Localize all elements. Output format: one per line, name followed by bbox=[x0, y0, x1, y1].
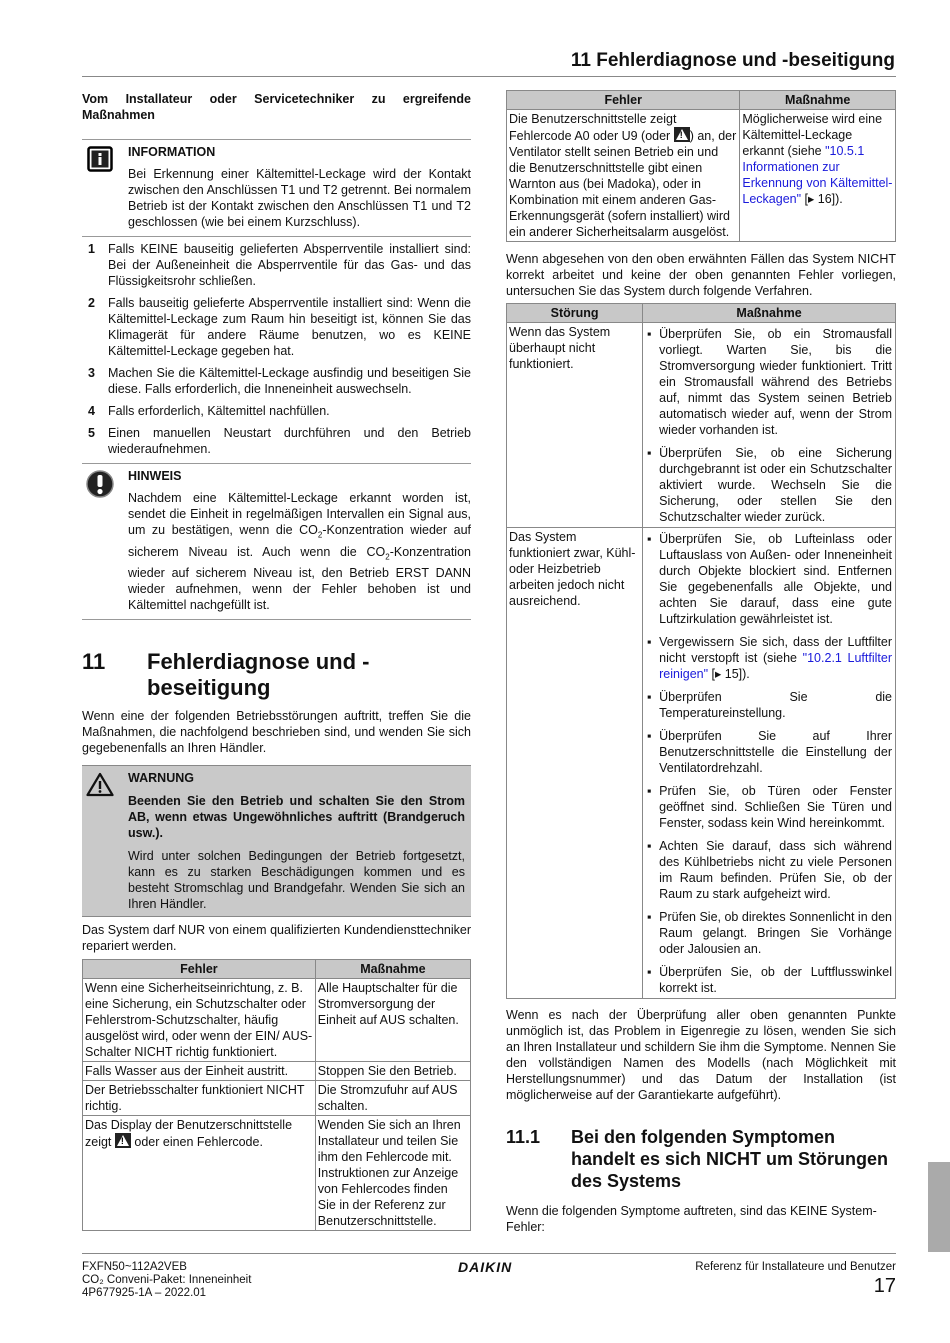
column-header: Maßnahme bbox=[643, 304, 896, 323]
list-item: ▪ Überprüfen Sie, ob eine Sicherung durchgebrannt ist oder ein Schutzschalter aktiviert wurde. Wechseln Sie die Sicherung, oder stellen Sie den Schutzschalter wieder zurück. bbox=[647, 446, 892, 524]
information-icon bbox=[82, 144, 118, 230]
list-item bbox=[82, 241, 471, 289]
section-heading bbox=[82, 649, 471, 701]
warning-bold-text: Beenden Sie den Betrieb und schalten Sie den Strom AB, wenn etwas Ungewöhnliches auftritt (Brandgeruch usw.). bbox=[128, 794, 465, 840]
list-item: ▪ Überprüfen Sie, ob Lufteinlass oder Luftauslass von Außen- oder Inneneinheit durch Objekte blockiert sind. Entfernen Sie gegebenenfalls alle Objekte, und achten Sie darauf, dass eine gute Luftzirkulation gewährleistet ist. bbox=[647, 532, 892, 626]
repair-note: Das System darf NUR von einem qualifizierten Kundendiensttechniker repariert werden. bbox=[82, 923, 471, 953]
action-cell: Alle Hauptschalter für die Stromversorgung der Einheit auf AUS schalten. bbox=[315, 979, 470, 1062]
step-text: Machen Sie die Kältemittel-Leckage ausfindig und beseitigen Sie diese. Falls erforderlich, die Inneneinheit auswechseln. bbox=[108, 366, 471, 396]
daikin-logo: DAIKIN bbox=[458, 1259, 513, 1275]
fault-cell bbox=[83, 1116, 316, 1231]
list-item bbox=[82, 295, 471, 359]
table-row bbox=[83, 1062, 471, 1081]
subscript: 2 bbox=[317, 530, 323, 540]
contact-installer-text: Wenn es nach der Überprüfung aller oben genannten Punkte unmöglich ist, das Problem in Eigenregie zu lösen, wenden Sie sich an Ihren Installateur und schildern Sie ihm die Symptome. Nennen Sie den vollständigen Namen des Modells (nach Möglichkeit mit Herstellungsnummer) und das Datum der Installation (ist möglicherweise auf der Garantiekarte aufgeführt). bbox=[506, 1008, 896, 1102]
warning-title: WARNUNG bbox=[128, 771, 194, 785]
left-column bbox=[82, 91, 471, 620]
step-text: Falls KEINE bauseitig gelieferten Absperrventile installiert sind: Bei der Außeneinheit die Absperrventile für das Gas- und das Flüssigkeitsrohr schließen. bbox=[108, 242, 471, 288]
step-number: 2 bbox=[88, 296, 95, 310]
list-item: ▪ Überprüfen Sie auf Ihrer Benutzerschnittstelle die Einstellung der Ventilatordrehzahl. bbox=[647, 729, 892, 775]
fault-cell: Wenn eine Sicherheitseinrichtung, z. B. eine Sicherung, ein Schutzschalter oder Fehlerstrom-Schutzschalter, häufig ausgelöst wird, oder wenn der EIN/ AUS-Schalter NICHT richtig funktioniert. bbox=[83, 979, 316, 1062]
header-rule bbox=[82, 76, 896, 77]
subsection-number: 11.1 bbox=[506, 1127, 541, 1147]
hinweis-text bbox=[128, 490, 471, 613]
air-filter-link[interactable]: "10.2.1 Luftfilter reinigen" bbox=[659, 651, 892, 681]
list-item bbox=[82, 365, 471, 397]
fault-text: oder einen Fehlercode. bbox=[134, 1135, 263, 1149]
page-reference: [▸ 15]). bbox=[708, 667, 750, 681]
information-title: INFORMATION bbox=[128, 145, 216, 159]
right-column bbox=[506, 90, 896, 1103]
section-number: 11 bbox=[82, 649, 106, 674]
page-reference: [▸ 16]). bbox=[801, 192, 843, 206]
step-number: 1 bbox=[88, 242, 95, 256]
hinweis-text-part: -Konzentration wieder auf sicherem Niveau ist, den Betrieb ERST DANN wieder aufnehmen, wenn der Fehler behoben ist und Kältemittel nachgefüllt ist. bbox=[128, 544, 471, 612]
action-cell bbox=[740, 110, 896, 242]
footer-rule bbox=[82, 1253, 896, 1254]
action-cell: Stoppen Sie den Betrieb. bbox=[315, 1062, 470, 1081]
step-number: 5 bbox=[88, 426, 95, 440]
footer-model: FXFN50~112A2VEB bbox=[82, 1261, 187, 1273]
hinweis-title: HINWEIS bbox=[128, 469, 182, 483]
hinweis-note bbox=[82, 463, 471, 620]
list-item: ▪ Vergewissern Sie sich, dass der Luftfilter nicht verstopft ist (siehe "10.2.1 Luftfilter reinigen" [▸ 15]). bbox=[647, 635, 892, 681]
step-number: 3 bbox=[88, 366, 95, 380]
intro-heading: Vom Installateur oder Servicetechniker zu ergreifende Maßnahmen bbox=[82, 92, 471, 122]
fault-text: Die Benutzerschnittstelle zeigt Fehlercode A0 oder U9 (oder bbox=[509, 112, 677, 143]
subscript: 2 bbox=[385, 552, 390, 561]
page-header-title: 11 Fehlerdiagnose und -beseitigung bbox=[570, 50, 895, 71]
table-row bbox=[507, 528, 896, 999]
fault-text: Das Display der Benutzerschnittstelle zeigt bbox=[85, 1118, 293, 1149]
column-header: Fehler bbox=[83, 960, 316, 979]
left-column-lower bbox=[82, 708, 471, 1231]
table-row bbox=[507, 110, 896, 242]
malfunction-cell: Wenn das System überhaupt nicht funktioniert. bbox=[507, 323, 643, 528]
list-item bbox=[82, 425, 471, 457]
hinweis-text-part: -Konzentration wieder auf sicherem Niveau ist. Auch wenn die CO bbox=[128, 523, 471, 559]
check-text: Prüfen Sie, ob direktes Sonnenlicht in den Raum gelangt. Bringen Sie Vorhänge oder Jalousien an. bbox=[659, 910, 892, 956]
list-item bbox=[82, 403, 471, 419]
subsection-heading bbox=[506, 1126, 896, 1192]
action-cell: Die Stromzufuhr auf AUS schalten. bbox=[315, 1081, 470, 1116]
table-row bbox=[83, 1116, 471, 1231]
leak-fault-table bbox=[506, 90, 896, 242]
no-fault-intro: Wenn die folgenden Symptome auftreten, sind das KEINE System-Fehler: bbox=[506, 1204, 877, 1234]
check-text: Achten Sie darauf, dass sich während des Kühlbetriebs nicht zu viele Personen im Raum befinden. Prüfen Sie, ob der Raum zu stark aufgeheizt wird. bbox=[659, 839, 892, 901]
step-text: Falls erforderlich, Kältemittel nachfüllen. bbox=[108, 404, 330, 418]
exclamation-icon bbox=[82, 468, 118, 613]
list-item: ▪ Überprüfen Sie, ob ein Stromausfall vorliegt. Warten Sie, bis die Stromversorgung wieder funktioniert. Tritt ein Stromausfall während des Betriebs auf, nimmt das System seinen Betrieb automatisch wieder auf, wenn der Strom wieder vorhanden ist. bbox=[647, 327, 892, 437]
malfunction-table bbox=[506, 303, 896, 999]
footer-product: CO₂ Conveni-Paket: Inneneinheit bbox=[82, 1274, 252, 1286]
column-header: Fehler bbox=[507, 91, 740, 110]
column-header: Maßnahme bbox=[315, 960, 470, 979]
malfunction-cell: Das System funktioniert zwar, Kühl- oder Heizbetrieb arbeiten jedoch nicht ausreichend. bbox=[507, 528, 643, 999]
list-item: ▪ Achten Sie darauf, dass sich während des Kühlbetriebs nicht zu viele Personen im Raum befinden. Prüfen Sie, ob der Raum zu stark aufgeheizt wird. bbox=[647, 839, 892, 901]
list-item: ▪ Überprüfen Sie, ob der Luftflusswinkel korrekt ist. bbox=[647, 965, 892, 995]
footer-doc-number: 4P677925-1A – 2022.01 bbox=[82, 1287, 207, 1299]
column-header: Maßnahme bbox=[740, 91, 896, 110]
section-title: Fehlerdiagnose und - beseitigung bbox=[147, 649, 370, 700]
fault-text: ) an, der Ventilator stellt seinen Betrieb ein und die Benutzerschnittstelle gibt einen Warnton aus (bei Madoka), oder in Kombination mit einem anderen Gas-Erkennungsgerät (sofern installiert) wird ein anderer Sicherheitsalarm ausgelöst. bbox=[509, 129, 737, 239]
list-item: ▪ Überprüfen Sie die Temperatureinstellung. bbox=[647, 690, 892, 720]
action-cell bbox=[643, 323, 896, 528]
page-number: 17 bbox=[873, 1275, 896, 1297]
footer-reference: Referenz für Installateure und Benutzer bbox=[695, 1261, 896, 1273]
check-text: Überprüfen Sie, ob Lufteinlass oder Luftauslass von Außen- oder Inneneinheit durch Objekte blockiert sind. Entfernen Sie gegebenenfalls alle Objekte, und achten Sie darauf, dass eine gute Luftzirkulation gewährleistet ist. bbox=[659, 532, 892, 626]
list-item: ▪ Prüfen Sie, ob direktes Sonnenlicht in den Raum gelangt. Bringen Sie Vorhänge oder Jalousien an. bbox=[647, 910, 892, 956]
warning-display-icon bbox=[674, 127, 690, 142]
column-header: Störung bbox=[507, 304, 643, 323]
table-row bbox=[83, 1081, 471, 1116]
warning-triangle-icon bbox=[82, 770, 118, 912]
action-cell bbox=[643, 528, 896, 999]
information-text: Bei Erkennung einer Kältemittel-Leckage wird der Kontakt zwischen den Anschlüssen T1 und T2 getrennt. Bei normalem Betrieb ist der Kontakt zwischen den Anschlüssen T1 und T2 geschlossen (wie bei einem Kurzschluss). bbox=[128, 167, 471, 229]
fault-cell: Falls Wasser aus der Einheit austritt. bbox=[83, 1062, 316, 1081]
check-text: Überprüfen Sie, ob ein Stromausfall vorliegt. Warten Sie, bis die Stromversorgung wieder funktioniert. Tritt ein Stromausfall während des Betriebs auf, nimmt das System seinen Betrieb automatisch wieder auf, wenn der Strom wieder vorhanden ist. bbox=[659, 327, 892, 437]
subsection-title: Bei den folgenden Symptomen handelt es sich NICHT um Störungen des Systems bbox=[571, 1127, 889, 1191]
information-note bbox=[82, 139, 471, 237]
step-text: Falls bauseitig gelieferte Absperrventile installiert sind: Wenn die Kältemittel-Leckage zum Raum hin beseitigt ist, können Sie das Klimagerät für andere Räume benutzen, wo es KEINE Kältemittel-Leckage gegeben hat. bbox=[108, 296, 471, 358]
fault-cell bbox=[507, 110, 740, 242]
check-text: Überprüfen Sie, ob der Luftflusswinkel korrekt ist. bbox=[659, 965, 892, 995]
hinweis-text-part: Nachdem eine Kältemittel-Leckage erkannt worden ist, sendet die Einheit in regelmäßigen Intervallen ein Signal aus, um zu bestätigen, wenn die CO bbox=[128, 491, 471, 537]
step-number: 4 bbox=[88, 404, 95, 418]
section-intro: Wenn eine der folgenden Betriebsstörungen auftritt, treffen Sie die Maßnahmen, die nachfolgend beschrieben sind, und wenden Sie sich gegebenenfalls an Ihren Händler. bbox=[82, 709, 471, 755]
list-item: ▪ Prüfen Sie, ob Türen oder Fenster geöffnet sind. Schließen Sie Türen und Fenster, sodass kein Wind hereinkommt. bbox=[647, 784, 892, 830]
action-cell: Wenden Sie sich an Ihren Installateur und teilen Sie ihm den Fehlercode mit. Instruktionen zur Anzeige von Fehlercodes finden Sie in der Referenz zur Benutzerschnittstelle. bbox=[315, 1116, 470, 1231]
warning-text: Wird unter solchen Bedingungen der Betrieb fortgesetzt, kann es zu starken Beschädigungen kommen und es besteht Stromschlag und Brandgefahr. Wenden Sie sich an Ihren Händler. bbox=[128, 849, 465, 911]
check-intro: Wenn abgesehen von den oben erwähnten Fällen das System NICHT korrekt arbeitet und keine der oben genannten Fehler vorliegen, untersuchen Sie das System durch folgende Verfahren. bbox=[506, 252, 896, 298]
fault-table bbox=[82, 959, 471, 1231]
footer-left bbox=[82, 1261, 251, 1300]
check-text: Überprüfen Sie die Temperatureinstellung. bbox=[659, 690, 892, 720]
action-text: Möglicherweise wird eine Kältemittel-Leckage erkannt (siehe bbox=[742, 112, 883, 158]
action-steps bbox=[82, 241, 471, 457]
leak-detection-link[interactable]: "10.5.1 Informationen zur Erkennung von Kältemittel-Leckagen" bbox=[742, 144, 893, 206]
check-text: Vergewissern Sie sich, dass der Luftfilter nicht verstopft ist (siehe bbox=[659, 635, 892, 665]
table-row bbox=[507, 323, 896, 528]
check-text: Prüfen Sie, ob Türen oder Fenster geöffnet sind. Schließen Sie Türen und Fenster, sodass kein Wind hereinkommt. bbox=[659, 784, 892, 830]
warning-note bbox=[82, 765, 471, 917]
table-row bbox=[83, 979, 471, 1062]
fault-cell: Der Betriebsschalter funktioniert NICHT richtig. bbox=[83, 1081, 316, 1116]
check-text: Überprüfen Sie auf Ihrer Benutzerschnittstelle die Einstellung der Ventilatordrehzahl. bbox=[659, 729, 892, 775]
chapter-tab bbox=[928, 1162, 950, 1252]
warning-display-icon bbox=[115, 1133, 131, 1148]
step-text: Einen manuellen Neustart durchführen und den Betrieb wiederaufnehmen. bbox=[108, 426, 471, 456]
check-text: Überprüfen Sie, ob eine Sicherung durchgebrannt ist oder ein Schutzschalter aktiviert wurde. Wechseln Sie die Sicherung, oder stellen Sie den Schutzschalter wieder zurück. bbox=[659, 446, 892, 524]
